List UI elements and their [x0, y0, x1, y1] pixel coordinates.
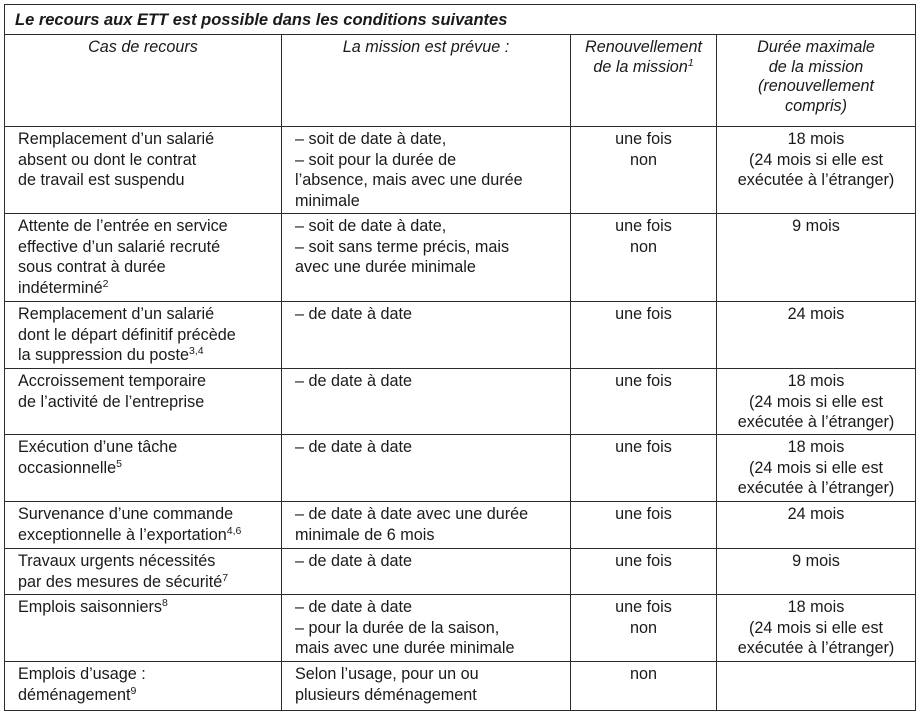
- cell-line: [295, 638, 564, 659]
- table-row: [5, 127, 916, 214]
- cell-line: [18, 150, 275, 171]
- table-body: [5, 127, 916, 711]
- header-mission-prevue: [282, 35, 571, 127]
- cell-line: [295, 551, 564, 572]
- cell-text: une fois: [615, 505, 672, 523]
- cell-text: 18 mois: [787, 372, 845, 390]
- cell-mission-prevue: [282, 302, 571, 369]
- cell-line: [18, 325, 275, 346]
- cell-line: [575, 304, 712, 325]
- cell-text: 9 mois: [792, 217, 840, 235]
- cell-line: [295, 191, 564, 212]
- cell-text: l’absence, mais avec une durée: [295, 171, 523, 189]
- cell-line: [18, 525, 275, 546]
- cell-line: [18, 170, 275, 191]
- cell-line: [575, 618, 712, 639]
- cell-line: [721, 392, 911, 413]
- cell-line: [295, 237, 564, 258]
- cell-line: [295, 257, 564, 278]
- cell-line: [18, 551, 275, 572]
- cell-text: Remplacement d’un salarié: [18, 130, 215, 148]
- cell-mission-prevue: [282, 435, 571, 502]
- table-row: [5, 549, 916, 595]
- cell-line: [18, 458, 275, 479]
- header-duree-line: compris): [784, 96, 848, 115]
- cell-text: la suppression du poste: [18, 346, 189, 364]
- cell-text: Emplois d’usage :: [18, 665, 146, 683]
- cell-line: [721, 412, 911, 433]
- cell-text: exécutée à l’étranger): [737, 171, 895, 189]
- cell-line: [575, 504, 712, 525]
- cell-cas-de-recours: [5, 127, 282, 214]
- cell-text: (24 mois si elle est: [748, 150, 884, 169]
- cell-line: [575, 597, 712, 618]
- cell-text: Selon l’usage, pour un ou: [295, 665, 479, 683]
- cell-line: [721, 304, 911, 325]
- cell-text: absent ou dont le contrat: [18, 150, 197, 169]
- cell-text: Survenance d’une commande: [18, 505, 234, 523]
- cell-text: 18 mois: [787, 598, 845, 616]
- cell-text: – de date à date: [295, 598, 413, 616]
- cell-text: avec une durée minimale: [295, 258, 476, 276]
- table-row: [5, 214, 916, 302]
- cell-line: [295, 170, 564, 191]
- cell-duree-maximale: [717, 302, 916, 369]
- cell-line: [18, 237, 275, 258]
- cell-text: exécutée à l’étranger): [737, 479, 895, 497]
- cell-line: [295, 129, 564, 150]
- cell-text: – soit sans terme précis, mais: [295, 237, 510, 256]
- header-cas-label: Cas de recours: [88, 38, 198, 56]
- cell-text: une fois: [615, 598, 672, 616]
- cell-line: [721, 638, 911, 659]
- footnote-ref: 2: [102, 277, 109, 290]
- cell-text: 18 mois: [787, 130, 845, 148]
- cell-text: par des mesures de sécurité: [18, 572, 223, 591]
- cell-line: [721, 129, 911, 150]
- cell-cas-de-recours: [5, 435, 282, 502]
- cell-line: [18, 129, 275, 150]
- cell-line: [295, 437, 564, 458]
- cell-line: [18, 345, 275, 366]
- cell-text: Exécution d’une tâche: [18, 438, 178, 456]
- footnote-ref: 3,4: [188, 345, 204, 357]
- cell-text: – de date à date: [295, 438, 413, 456]
- cell-line: [721, 618, 911, 639]
- cell-line: [721, 458, 911, 479]
- cell-text: – de date à date: [295, 372, 413, 390]
- cell-mission-prevue: [282, 595, 571, 662]
- cell-text: une fois: [615, 438, 672, 456]
- cell-line: [575, 371, 712, 392]
- cell-line: [575, 216, 712, 237]
- footnote-ref: 8: [161, 597, 168, 609]
- table-row: [5, 369, 916, 435]
- cell-duree-maximale: [717, 662, 916, 711]
- cell-cas-de-recours: [5, 502, 282, 549]
- cell-line: [721, 371, 911, 392]
- cell-text: exceptionnelle à l’exportation: [18, 525, 227, 544]
- cell-line: [295, 150, 564, 171]
- cell-text: Emplois saisonniers: [18, 598, 162, 616]
- cell-line: [721, 150, 911, 171]
- cell-renouvellement: [571, 302, 717, 369]
- cell-line: [18, 392, 275, 413]
- header-renouvellement: [571, 35, 717, 127]
- header-renouvellement-line: [575, 58, 712, 78]
- cell-line: [575, 551, 712, 572]
- header-renouvellement-line: Renouvellement: [585, 38, 702, 56]
- cell-text: une fois: [615, 217, 672, 235]
- cell-line: [721, 216, 911, 237]
- cell-line: [295, 371, 564, 392]
- header-duree-maximale: [717, 35, 916, 127]
- cell-line: [721, 478, 911, 499]
- table-title: Le recours aux ETT est possible dans les conditions suivantes: [5, 5, 916, 35]
- cell-duree-maximale: [717, 127, 916, 214]
- cell-text: dont le départ définitif précède: [18, 325, 236, 344]
- cell-text: – soit de date à date,: [295, 130, 447, 148]
- cell-text: exécutée à l’étranger): [737, 413, 895, 431]
- footnote-ref: 5: [116, 457, 122, 470]
- ett-conditions-table: [4, 4, 916, 711]
- cell-text: exécutée à l’étranger): [737, 639, 895, 657]
- cell-renouvellement: [571, 369, 717, 435]
- cell-line: [575, 150, 712, 171]
- cell-line: [18, 257, 275, 278]
- cell-text: mais avec une durée minimale: [295, 639, 515, 657]
- header-cas-de-recours: [5, 35, 282, 127]
- cell-text: non: [629, 237, 657, 256]
- cell-line: [18, 437, 275, 458]
- cell-line: [575, 129, 712, 150]
- cell-mission-prevue: [282, 127, 571, 214]
- cell-line: [295, 664, 564, 685]
- cell-text: 24 mois: [787, 505, 845, 523]
- cell-line: [721, 551, 911, 572]
- cell-text: effective d’un salarié recruté: [18, 237, 221, 256]
- cell-mission-prevue: [282, 502, 571, 549]
- cell-line: [721, 597, 911, 618]
- cell-text: 9 mois: [792, 552, 840, 570]
- cell-text: 18 mois: [787, 438, 845, 456]
- cell-line: [295, 597, 564, 618]
- cell-text: Travaux urgents nécessités: [18, 552, 216, 570]
- cell-text: – pour la durée de la saison,: [295, 618, 500, 637]
- footnote-ref: 1: [687, 56, 694, 69]
- cell-line: [575, 664, 712, 685]
- cell-duree-maximale: [717, 595, 916, 662]
- cell-line: [18, 685, 275, 706]
- cell-text: Accroissement temporaire: [18, 372, 207, 390]
- cell-line: [18, 371, 275, 392]
- cell-line: [18, 572, 275, 593]
- cell-renouvellement: [571, 127, 717, 214]
- cell-text: minimale de 6 mois: [295, 525, 435, 544]
- cell-renouvellement: [571, 502, 717, 549]
- cell-line: [721, 504, 911, 525]
- cell-renouvellement: [571, 595, 717, 662]
- cell-duree-maximale: [717, 214, 916, 302]
- footnote-ref: 9: [130, 684, 137, 697]
- cell-text: (24 mois si elle est: [748, 392, 884, 411]
- cell-duree-maximale: [717, 369, 916, 435]
- cell-cas-de-recours: [5, 595, 282, 662]
- table-row: [5, 435, 916, 502]
- cell-renouvellement: [571, 435, 717, 502]
- cell-line: [721, 437, 911, 458]
- cell-renouvellement: [571, 549, 717, 595]
- cell-text: – de date à date: [295, 552, 413, 570]
- cell-mission-prevue: [282, 214, 571, 302]
- table-row: [5, 502, 916, 549]
- cell-line: [295, 216, 564, 237]
- header-row: [5, 35, 916, 127]
- cell-text: Remplacement d’un salarié: [18, 305, 215, 323]
- cell-text: non: [629, 618, 657, 637]
- cell-duree-maximale: [717, 502, 916, 549]
- cell-text: Attente de l’entrée en service: [18, 217, 228, 235]
- cell-text: (24 mois si elle est: [748, 618, 884, 637]
- cell-cas-de-recours: [5, 369, 282, 435]
- cell-line: [295, 618, 564, 639]
- cell-line: [18, 597, 275, 618]
- footnote-ref: 7: [222, 571, 229, 584]
- table-row: [5, 302, 916, 369]
- cell-text: non: [629, 150, 657, 169]
- cell-text: une fois: [615, 130, 672, 148]
- cell-line: [18, 278, 275, 299]
- cell-cas-de-recours: [5, 302, 282, 369]
- cell-text: sous contrat à durée: [18, 258, 166, 276]
- cell-line: [18, 216, 275, 237]
- cell-cas-de-recours: [5, 662, 282, 711]
- cell-text: minimale: [295, 191, 360, 210]
- cell-line: [18, 664, 275, 685]
- header-renouvellement-text: de la mission: [593, 57, 688, 76]
- cell-text: plusieurs déménagement: [295, 685, 477, 704]
- cell-line: [18, 504, 275, 525]
- cell-line: [295, 504, 564, 525]
- cell-line: [18, 304, 275, 325]
- header-duree-line: (renouvellement: [757, 77, 875, 95]
- cell-renouvellement: [571, 662, 717, 711]
- header-duree-line: Durée maximale: [757, 38, 875, 56]
- header-duree-line: de la mission: [768, 57, 864, 76]
- header-mission-label: La mission est prévue :: [342, 38, 510, 56]
- cell-text: – soit de date à date,: [295, 217, 447, 235]
- cell-line: [295, 304, 564, 325]
- cell-mission-prevue: [282, 549, 571, 595]
- cell-text: de travail est suspendu: [18, 171, 185, 189]
- cell-text: non: [629, 665, 657, 683]
- cell-text: – soit pour la durée de: [295, 150, 457, 169]
- cell-text: de l’activité de l’entreprise: [18, 392, 205, 411]
- cell-mission-prevue: [282, 662, 571, 711]
- cell-line: [575, 237, 712, 258]
- cell-renouvellement: [571, 214, 717, 302]
- cell-line: [295, 685, 564, 706]
- cell-line: [721, 170, 911, 191]
- cell-text: (24 mois si elle est: [748, 458, 884, 477]
- cell-text: – de date à date avec une durée: [295, 505, 529, 523]
- cell-text: indéterminé: [18, 278, 103, 297]
- table-row: [5, 662, 916, 711]
- cell-mission-prevue: [282, 369, 571, 435]
- cell-cas-de-recours: [5, 549, 282, 595]
- footnote-ref: 4,6: [226, 524, 242, 537]
- cell-duree-maximale: [717, 549, 916, 595]
- cell-cas-de-recours: [5, 214, 282, 302]
- cell-text: 24 mois: [787, 305, 845, 323]
- cell-text: une fois: [615, 372, 672, 390]
- cell-line: [575, 437, 712, 458]
- cell-text: occasionnelle: [18, 458, 117, 477]
- cell-text: déménagement: [18, 685, 131, 704]
- table-row: [5, 595, 916, 662]
- cell-line: [295, 525, 564, 546]
- cell-duree-maximale: [717, 435, 916, 502]
- cell-text: une fois: [615, 305, 672, 323]
- cell-text: une fois: [615, 552, 672, 570]
- cell-text: – de date à date: [295, 305, 413, 323]
